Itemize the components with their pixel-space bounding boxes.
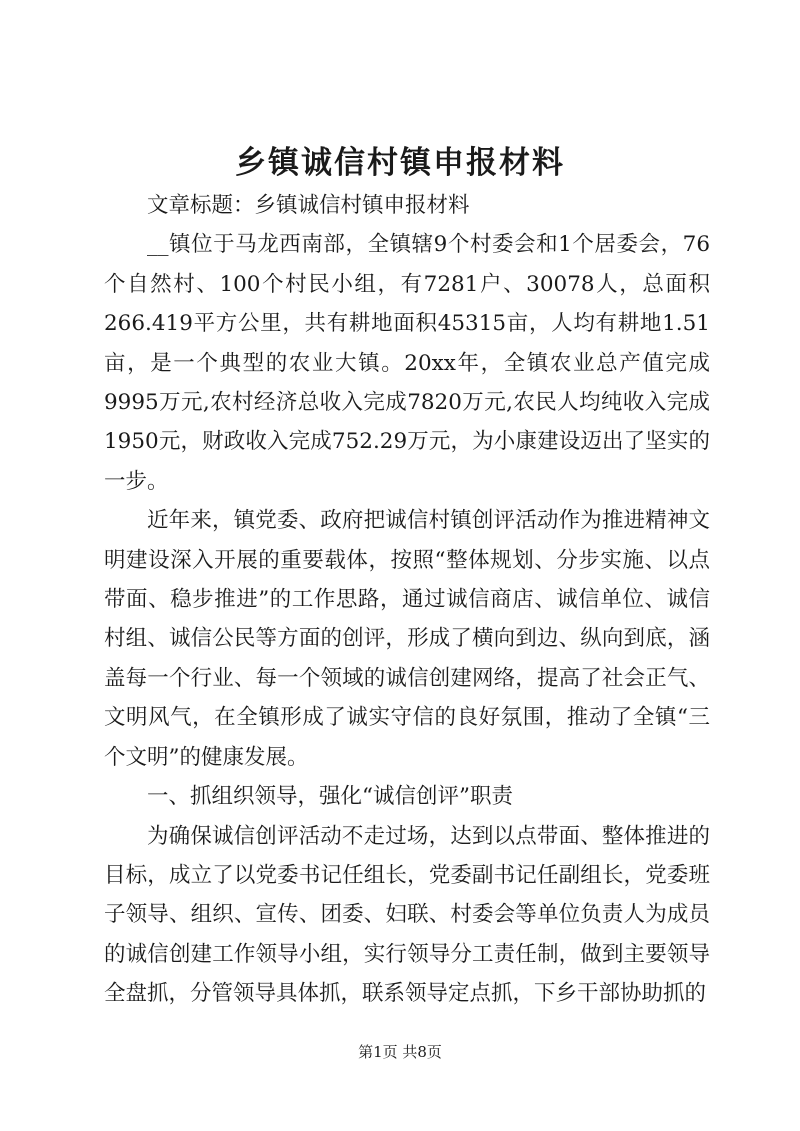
document-title: 乡镇诚信村镇申报材料 xyxy=(235,145,565,181)
paragraph-organization: 为确保诚信创评活动不走过场，达到以点带面、整体推进的目标，成立了以党委书记任组长，党委副书记任副组长，党委班子领导、组织、宣传、团委、妇联、村委会等单位负责人为成员的诚信创建工作领导小组，实行领导分工责任制，做到主要领导全盘抓，分管领导具体抓，联系领导定点抓，下乡干部协助抓的 xyxy=(104,823,710,1007)
paragraph-town-overview: __镇位于马龙西南部，全镇辖9个村委会和1个居委会，76个自然村、100个村民小组，有7281户、30078人，总面积266.419平方公里，共有耕地面积45315亩，人均有耕地1.51亩，是一个典型的农业大镇。20xx年，全镇农业总产值完成9995万元,农村经济总收入完成7820万元,农民人均纯收入完成1950元，财政收入完成752.29万元，为小康建设迈出了坚实的一步。 xyxy=(104,232,710,494)
paragraph-recent-years: 近年来，镇党委、政府把诚信村镇创评活动作为推进精神文明建设深入开展的重要载体，按照“整体规划、分步实施、以点带面、稳步推进”的工作思路，通过诚信商店、诚信单位、诚信村组、诚信公民等方面的创评，形成了横向到边、纵向到底，涵盖每一个行业、每一个领域的诚信创建网络，提高了社会正气、文明风气，在全镇形成了诚实守信的良好氛围，推动了全镇“三个文明”的健康发展。 xyxy=(104,508,710,770)
page-footer: 第1页 共8页 xyxy=(358,1043,442,1061)
article-title-line: 文章标题：乡镇诚信村镇申报材料 xyxy=(147,193,470,218)
document-body xyxy=(104,186,710,1014)
section-heading-1: 一、抓组织领导，强化“诚信创评”职责 xyxy=(147,784,513,810)
